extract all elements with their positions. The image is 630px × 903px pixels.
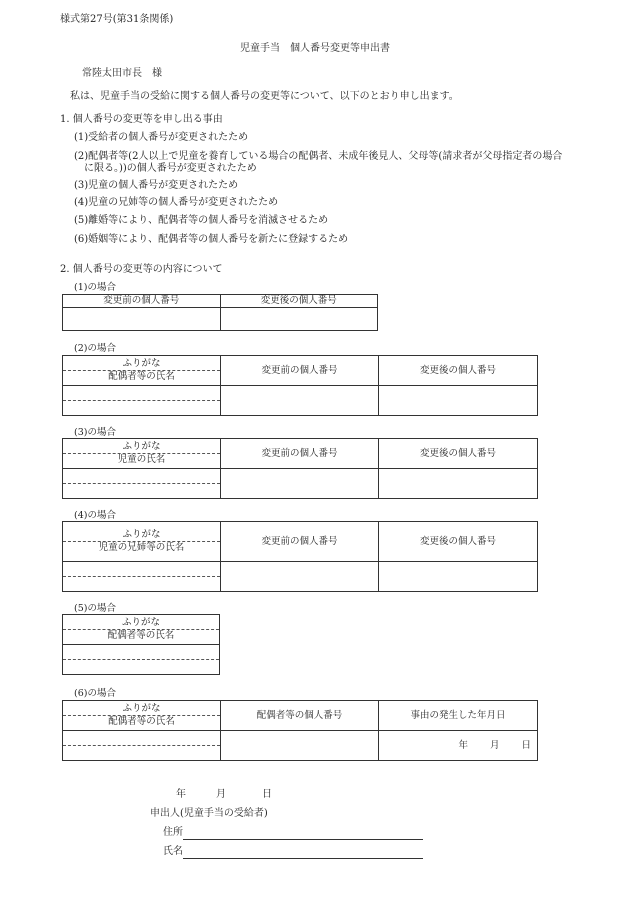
applicant-label: 申出人(児童手当の受給者)	[150, 808, 268, 819]
reason-1: (1)受給者の個人番号が変更されたため	[74, 132, 249, 143]
case6-date-year: 年	[458, 739, 468, 751]
page-title: 児童手当 個人番号変更等申出書	[240, 43, 390, 54]
case4-name-field[interactable]	[63, 562, 221, 592]
case2-name-label: 配偶者等の氏名	[108, 371, 175, 382]
case2-table	[62, 355, 538, 416]
case4-col-before: 変更前の個人番号	[221, 522, 379, 562]
case6-date-field[interactable]	[379, 731, 538, 761]
case1-caption: (1)の場合	[74, 282, 116, 293]
address-field[interactable]	[183, 828, 423, 840]
case3-table	[62, 438, 538, 499]
case3-col-before: 変更前の個人番号	[221, 439, 379, 469]
case2-col-before: 変更前の個人番号	[221, 356, 379, 386]
case1-after-number-field[interactable]	[220, 307, 378, 330]
case5-name-field[interactable]	[63, 645, 220, 675]
name-row	[163, 846, 423, 859]
section1-heading: 1. 個人番号の変更等を申し出る事由	[60, 114, 223, 125]
case2-name-field[interactable]	[63, 386, 221, 416]
footer-date-day: 日	[262, 789, 272, 800]
case6-col-date: 事由の発生した年月日	[379, 701, 538, 731]
case6-col-number: 配偶者等の個人番号	[221, 701, 379, 731]
case4-table	[62, 521, 538, 592]
reason-2-cont: に限る。))の個人番号が変更されたため	[74, 163, 257, 174]
case3-col-after: 変更後の個人番号	[379, 439, 538, 469]
case1-before-number-field[interactable]	[63, 307, 221, 330]
case2-after-number-field[interactable]	[379, 386, 538, 416]
reason-6: (6)婚姻等により、配偶者等の個人番号を新たに登録するため	[74, 234, 349, 245]
reason-2: (2)配偶者等(2人以上で児童を養育している場合の配偶者、未成年後見人、父母等(請求者が父母指定者の場合	[74, 151, 563, 162]
footer-date-month: 月	[216, 789, 226, 800]
case1-table	[62, 294, 378, 331]
reason-4: (4)児童の兄姉等の個人番号が変更されたため	[74, 197, 279, 208]
case6-number-field[interactable]	[221, 731, 379, 761]
address-row	[163, 827, 423, 840]
intro-text: 私は、児童手当の受給に関する個人番号の変更等について、以下のとおり申し出ます。	[70, 91, 459, 102]
section2-heading: 2. 個人番号の変更等の内容について	[60, 264, 223, 275]
case5-caption: (5)の場合	[74, 603, 116, 614]
case5-furigana-label: ふりがな	[63, 617, 219, 630]
case3-name-label: 児童の氏名	[117, 454, 166, 465]
case4-furigana-label: ふりがな	[63, 529, 220, 542]
case3-before-number-field[interactable]	[221, 469, 379, 499]
case2-before-number-field[interactable]	[221, 386, 379, 416]
name-field[interactable]	[183, 847, 423, 859]
case3-furigana-label: ふりがな	[63, 441, 220, 454]
address-label: 住所	[163, 827, 183, 838]
case6-table	[62, 700, 538, 761]
case4-caption: (4)の場合	[74, 510, 116, 521]
case6-furigana-label: ふりがな	[63, 703, 220, 716]
case6-name-field[interactable]	[63, 731, 221, 761]
case3-after-number-field[interactable]	[379, 469, 538, 499]
case6-date-month: 月	[489, 739, 500, 751]
case6-name-label: 配偶者等の氏名	[108, 716, 175, 727]
form-number: 様式第27号(第31条関係)	[60, 14, 174, 25]
case3-caption: (3)の場合	[74, 427, 116, 438]
case5-table	[62, 614, 220, 675]
case6-caption: (6)の場合	[74, 688, 116, 699]
case1-col-after: 変更後の個人番号	[220, 295, 378, 308]
reason-3: (3)児童の個人番号が変更されたため	[74, 180, 239, 191]
addressee: 常陸太田市長 様	[82, 68, 162, 79]
case5-name-label: 配偶者等の氏名	[107, 630, 175, 641]
footer-date-year: 年	[176, 789, 186, 800]
case4-before-number-field[interactable]	[221, 562, 379, 592]
case6-date-day: 日	[521, 739, 531, 751]
case1-col-before: 変更前の個人番号	[63, 295, 221, 308]
case2-col-after: 変更後の個人番号	[379, 356, 538, 386]
case2-furigana-label: ふりがな	[63, 358, 220, 371]
reason-5: (5)離婚等により、配偶者等の個人番号を消滅させるため	[74, 215, 329, 226]
case4-col-after: 変更後の個人番号	[379, 522, 538, 562]
case2-caption: (2)の場合	[74, 343, 116, 354]
case3-name-field[interactable]	[63, 469, 221, 499]
case4-after-number-field[interactable]	[379, 562, 538, 592]
name-label: 氏名	[163, 846, 183, 857]
case4-name-label: 児童の兄姉等の氏名	[98, 542, 185, 554]
